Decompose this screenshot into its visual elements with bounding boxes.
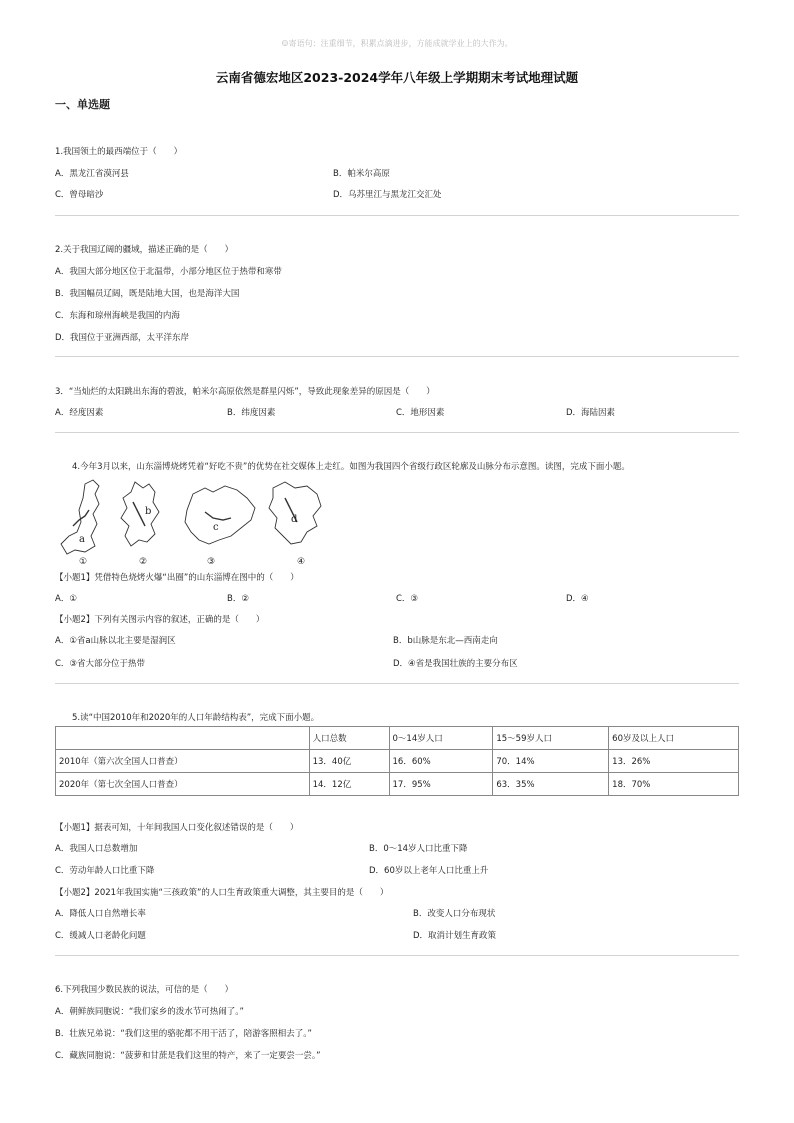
table-header-cell [56, 727, 310, 750]
q4-sub1-stem: 【小题1】凭借特色烧烤火爆“出圈”的山东淄博在图中的（ ） [55, 573, 299, 583]
map-label-a: a [79, 534, 85, 545]
q3-option-a[interactable]: A．经度因素 [55, 408, 104, 418]
q5-sub1-option-a[interactable]: A．我国人口总数增加 [55, 844, 138, 854]
q4-sub1-option-a[interactable]: A．① [55, 594, 77, 604]
q6-option-a[interactable]: A．朝鲜族同胞说：“我们家乡的泼水节可热闹了。” [55, 1007, 244, 1017]
q5-sub1-option-d[interactable]: D．60岁以上老年人口比重上升 [369, 866, 489, 876]
q5-sub1-stem: 【小题1】据表可知，十年间我国人口变化叙述错误的是（ ） [55, 823, 299, 833]
table-header-cell: 60岁及以上人口 [609, 727, 739, 750]
table-cell: 2020年（第七次全国人口普查） [56, 773, 310, 796]
q2-option-b[interactable]: B．我国幅员辽阔，既是陆地大国，也是海洋大国 [55, 289, 240, 299]
question-2-stem: 2.关于我国辽阔的疆域，描述正确的是（ ） [55, 245, 234, 255]
question-6-stem: 6.下列我国少数民族的说法，可信的是（ ） [55, 985, 234, 995]
table-row [56, 750, 739, 773]
question-3-stem: 3．“当灿烂的太阳跳出东海的碧波，帕米尔高原依然是群星闪烁”，导致此现象差异的原因是（ ） [55, 387, 435, 397]
map-label-b: b [145, 506, 152, 517]
page-title: 云南省德宏地区2023-2024学年八年级上学期期末考试地理试题 [215, 70, 579, 85]
q4-sub2-option-a[interactable]: A．①省a山脉以北主要是湿润区 [55, 636, 176, 646]
map-number-1: ① [79, 557, 88, 566]
q6-option-b[interactable]: B．壮族兄弟说：“我们这里的骆驼都不用干活了，陪游客照相去了。” [55, 1029, 312, 1039]
table-header-row [56, 727, 739, 750]
q5-sub2-option-b[interactable]: B．改变人口分布现状 [413, 909, 496, 919]
q4-sub2-stem: 【小题2】下列有关图示内容的叙述，正确的是（ ） [55, 615, 265, 625]
table-cell: 14．12亿 [309, 773, 389, 796]
question-5-stem: 5.读“中国2010年和2020年的人口年龄结构表”，完成下面小题。 [72, 713, 320, 723]
q1-option-a[interactable]: A．黑龙江省漠河县 [55, 169, 129, 179]
table-header-cell: 0～14岁人口 [389, 727, 493, 750]
table-cell: 18．70% [609, 773, 739, 796]
motto: ☺寄语句：注重细节，积累点滴进步，方能成就学业上的大作为。 [281, 39, 513, 48]
question-4-stem: 4.今年3月以来，山东淄博烧烤凭着“好吃不贵”的优势在社交媒体上走红。如图为我国四个省级行政区轮廓及山脉分布示意图。读图，完成下面小题。 [72, 462, 630, 472]
q6-option-c[interactable]: C．藏族同胞说：“菠萝和甘蔗是我们这里的特产，来了一定要尝一尝。” [55, 1051, 321, 1061]
population-table [55, 726, 739, 796]
map-number-3: ③ [207, 557, 216, 566]
divider [55, 683, 739, 684]
q2-option-d[interactable]: D．我国位于亚洲西部，太平洋东岸 [55, 333, 190, 343]
q5-sub1-option-c[interactable]: C．劳动年龄人口比重下降 [55, 866, 155, 876]
q3-option-b[interactable]: B．纬度因素 [227, 408, 276, 418]
q5-sub2-option-a[interactable]: A．降低人口自然增长率 [55, 909, 146, 919]
table-cell: 13．40亿 [309, 750, 389, 773]
table-header-cell: 15～59岁人口 [493, 727, 609, 750]
divider [55, 955, 739, 956]
map-number-4: ④ [297, 557, 306, 566]
q5-sub2-option-c[interactable]: C．缓减人口老龄化问题 [55, 931, 146, 941]
q3-option-c[interactable]: C．地形因素 [396, 408, 445, 418]
q4-sub1-option-c[interactable]: C．③ [396, 594, 419, 604]
section-heading: 一、单选题 [55, 98, 110, 111]
divider [55, 356, 739, 357]
q1-option-c[interactable]: C．曾母暗沙 [55, 190, 104, 200]
table-header-cell: 人口总数 [309, 727, 389, 750]
q3-option-d[interactable]: D．海陆因素 [566, 408, 616, 418]
divider [55, 215, 739, 216]
table-cell: 16．60% [389, 750, 493, 773]
q4-sub1-option-d[interactable]: D．④ [566, 594, 589, 604]
q2-option-a[interactable]: A．我国大部分地区位于北温带，小部分地区位于热带和寒带 [55, 267, 282, 277]
map-label-d: d [291, 514, 298, 525]
table-cell: 2010年（第六次全国人口普查） [56, 750, 310, 773]
q1-option-b[interactable]: B．帕米尔高原 [333, 169, 390, 179]
q5-sub1-option-b[interactable]: B．0～14岁人口比重下降 [369, 844, 468, 854]
table-row [56, 773, 739, 796]
q2-option-c[interactable]: C．东海和琼州海峡是我国的内海 [55, 311, 180, 321]
map-label-c: c [213, 522, 219, 533]
table-cell: 63．35% [493, 773, 609, 796]
q4-sub2-option-d[interactable]: D．④省是我国壮族的主要分布区 [393, 659, 518, 669]
q4-sub2-option-c[interactable]: C．③省大部分位于热带 [55, 659, 146, 669]
table-cell: 17．95% [389, 773, 493, 796]
divider [55, 432, 739, 433]
province-outline-map [55, 478, 325, 566]
table-cell: 13．26% [609, 750, 739, 773]
q4-sub2-option-b[interactable]: B．b山脉是东北—西南走向 [393, 636, 498, 646]
q4-sub1-option-b[interactable]: B．② [227, 594, 249, 604]
table-cell: 70．14% [493, 750, 609, 773]
question-1-stem: 1.我国领土的最西端位于（ ） [55, 147, 183, 157]
q1-option-d[interactable]: D．乌苏里江与黑龙江交汇处 [333, 190, 442, 200]
q5-sub2-stem: 【小题2】2021年我国实施“三孩政策”的人口生育政策重大调整，其主要目的是（ ） [55, 888, 389, 898]
q5-sub2-option-d[interactable]: D．取消计划生育政策 [413, 931, 497, 941]
map-number-2: ② [139, 557, 148, 566]
